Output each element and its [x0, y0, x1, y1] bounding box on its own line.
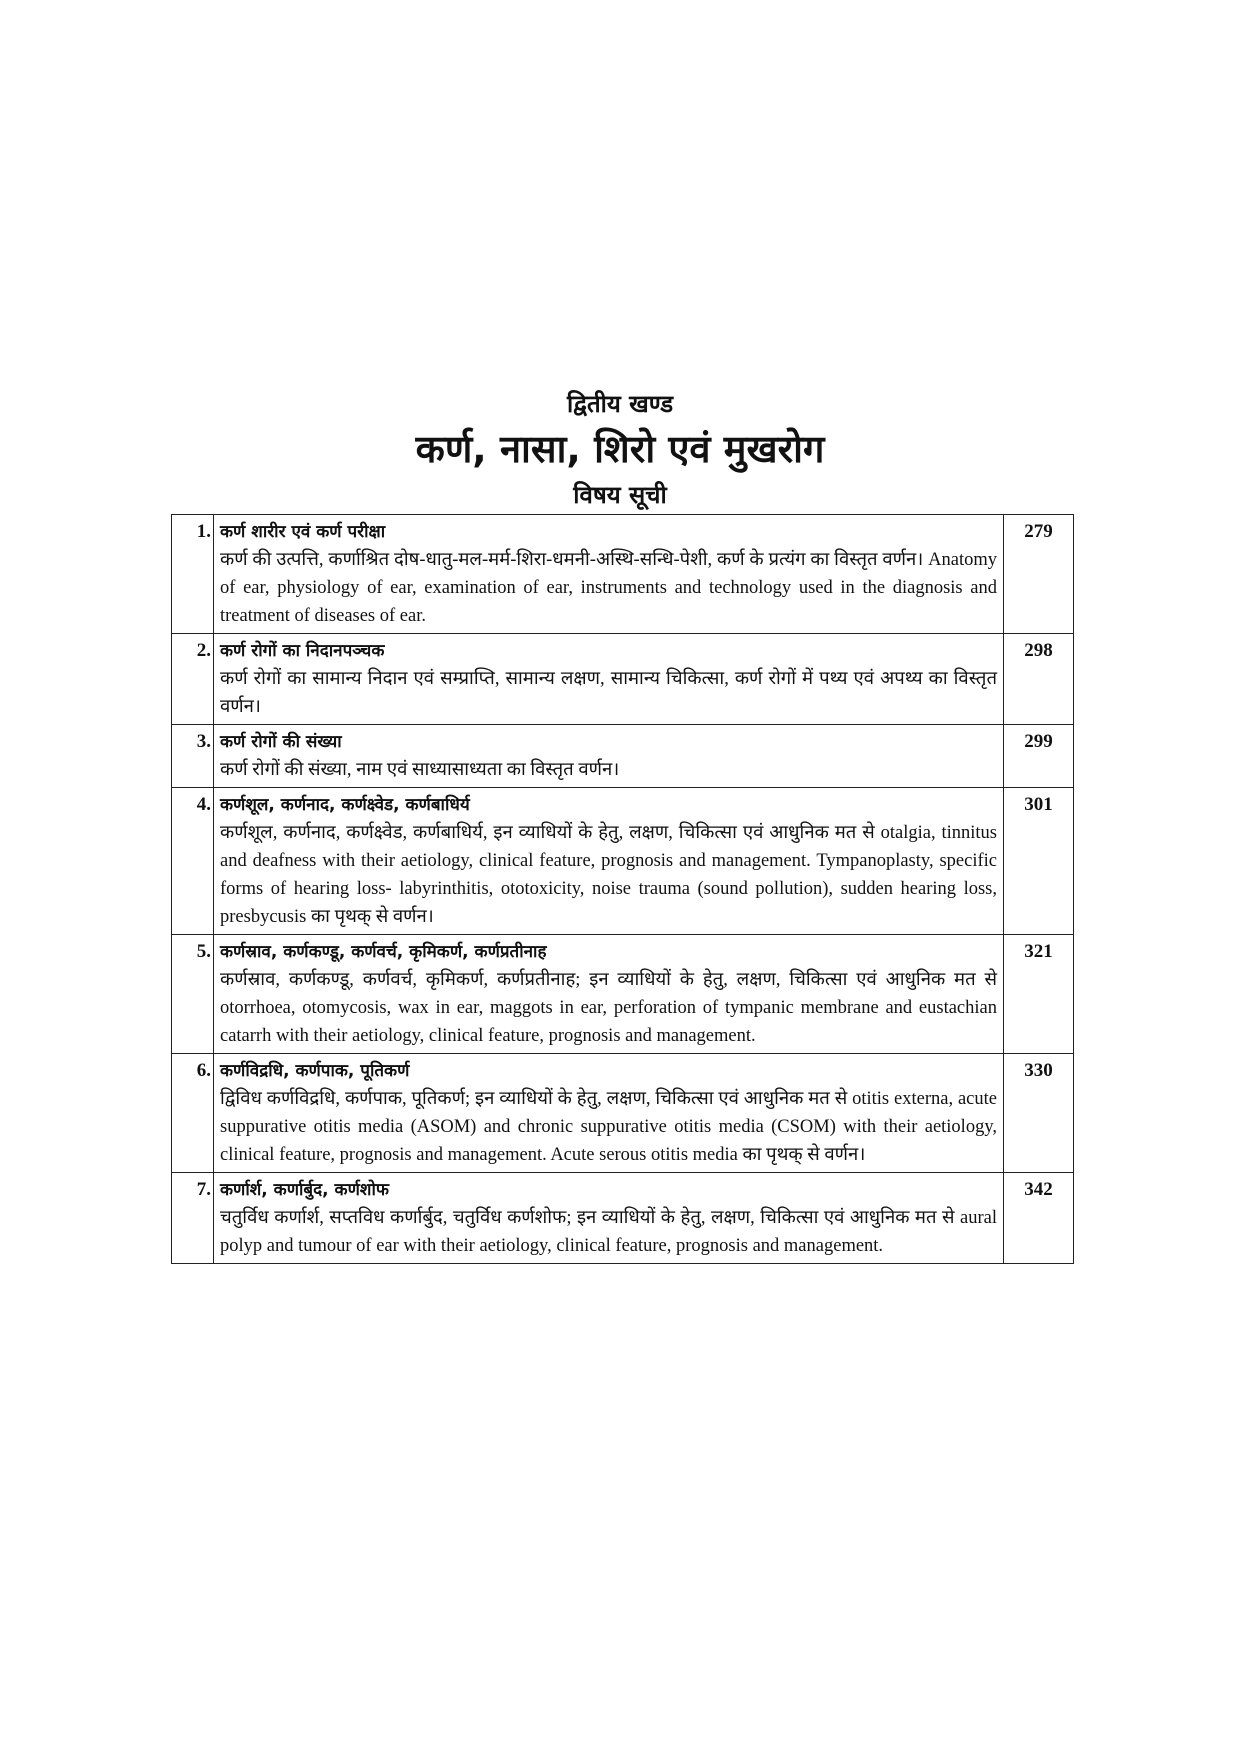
page-title: कर्ण, नासा, शिरो एवं मुखरोग	[415, 427, 825, 471]
entry-content	[214, 788, 1004, 935]
section-label: द्वितीय खण्ड	[566, 390, 674, 418]
entry-description: कर्णशूल, कर्णनाद, कर्णक्ष्वेड, कर्णबाधिर्य, इन व्याधियों के हेतु, लक्षण, चिकित्सा एवं आधुनिक मत से otalgia, tinnitus and deafness with their aetiology, clinical feature, prognosis and management. Tympanoplasty, specific forms of hearing loss- labyrinthitis, ototoxicity, noise trauma (sound pollution), sudden hearing loss, presbycusis का पृथक् से वर्णन।	[220, 823, 997, 927]
entry-description: चतुर्विध कर्णार्श, सप्तविध कर्णार्बुद, चतुर्विध कर्णशोफ; इन व्याधियों के हेतु, लक्षण, चिकित्सा एवं आधुनिक मत से aural polyp and tumour of ear with their aetiology, clinical feature, prognosis and management.	[220, 1208, 997, 1256]
entry-page-number: 299	[1004, 725, 1074, 788]
entry-title: कर्ण शारीर एवं कर्ण परीक्षा	[220, 522, 386, 542]
table-row	[172, 788, 1074, 935]
entry-page-number: 330	[1004, 1054, 1074, 1173]
entry-number: 5.	[172, 935, 214, 1054]
entry-title: कर्ण रोगों की संख्या	[220, 732, 342, 752]
entry-page-number: 321	[1004, 935, 1074, 1054]
entry-page-number: 298	[1004, 634, 1074, 725]
entry-content	[214, 634, 1004, 725]
entry-description: कर्णस्राव, कर्णकण्डू, कर्णवर्च, कृमिकर्ण, कर्णप्रतीनाह; इन व्याधियों के हेतु, लक्षण, चिकित्सा एवं आधुनिक मत से otorrhoea, otomycosis, wax in ear, maggots in ear, perforation of tympanic membrane and eustachian catarrh with their aetiology, clinical feature, prognosis and management.	[220, 970, 997, 1046]
entry-number: 2.	[172, 634, 214, 725]
table-of-contents	[171, 514, 1074, 1264]
page-header	[0, 388, 1240, 512]
entry-description: कर्ण रोगों का सामान्य निदान एवं सम्प्राप्ति, सामान्य लक्षण, सामान्य चिकित्सा, कर्ण रोगों में पथ्य एवं अपथ्य का विस्तृत वर्णन।	[220, 669, 997, 717]
entry-number: 3.	[172, 725, 214, 788]
entry-description: द्विविध कर्णविद्रधि, कर्णपाक, पूतिकर्ण; इन व्याधियों के हेतु, लक्षण, चिकित्सा एवं आधुनिक मत से otitis externa, acute suppurative otitis media (ASOM) and chronic suppurative otitis media (CSOM) with their aetiology, clinical feature, prognosis and management. Acute serous otitis media का पृथक् से वर्णन।	[220, 1089, 997, 1165]
entry-number: 6.	[172, 1054, 214, 1173]
toc-heading: विषय सूची	[573, 481, 667, 509]
entry-content	[214, 515, 1004, 634]
entry-content	[214, 1173, 1004, 1264]
entry-content	[214, 935, 1004, 1054]
table-row	[172, 935, 1074, 1054]
entry-title: कर्णशूल, कर्णनाद, कर्णक्ष्वेड, कर्णबाधिर्य	[220, 795, 470, 815]
table-row	[172, 634, 1074, 725]
entry-page-number: 342	[1004, 1173, 1074, 1264]
entry-title: कर्णस्राव, कर्णकण्डू, कर्णवर्च, कृमिकर्ण, कर्णप्रतीनाह	[220, 942, 547, 962]
entry-title: कर्ण रोगों का निदानपञ्चक	[220, 641, 385, 661]
table-row	[172, 515, 1074, 634]
entry-title: कर्णार्श, कर्णार्बुद, कर्णशोफ	[220, 1180, 389, 1200]
entry-page-number: 279	[1004, 515, 1074, 634]
table-row	[172, 725, 1074, 788]
entry-number: 4.	[172, 788, 214, 935]
entry-number: 1.	[172, 515, 214, 634]
entry-number: 7.	[172, 1173, 214, 1264]
entry-description: कर्ण रोगों की संख्या, नाम एवं साध्यासाध्यता का विस्तृत वर्णन।	[220, 760, 620, 780]
entry-content	[214, 1054, 1004, 1173]
entry-content	[214, 725, 1004, 788]
table-row	[172, 1054, 1074, 1173]
entry-page-number: 301	[1004, 788, 1074, 935]
entry-description: कर्ण की उत्पत्ति, कर्णाश्रित दोष-धातु-मल-मर्म-शिरा-धमनी-अस्थि-सन्धि-पेशी, कर्ण के प्रत्यंग का विस्तृत वर्णन। Anatomy of ear, physiology of ear, examination of ear, instruments and technology used in the diagnosis and treatment of diseases of ear.	[220, 550, 997, 626]
entry-title: कर्णविद्रधि, कर्णपाक, पूतिकर्ण	[220, 1061, 410, 1081]
table-row	[172, 1173, 1074, 1264]
